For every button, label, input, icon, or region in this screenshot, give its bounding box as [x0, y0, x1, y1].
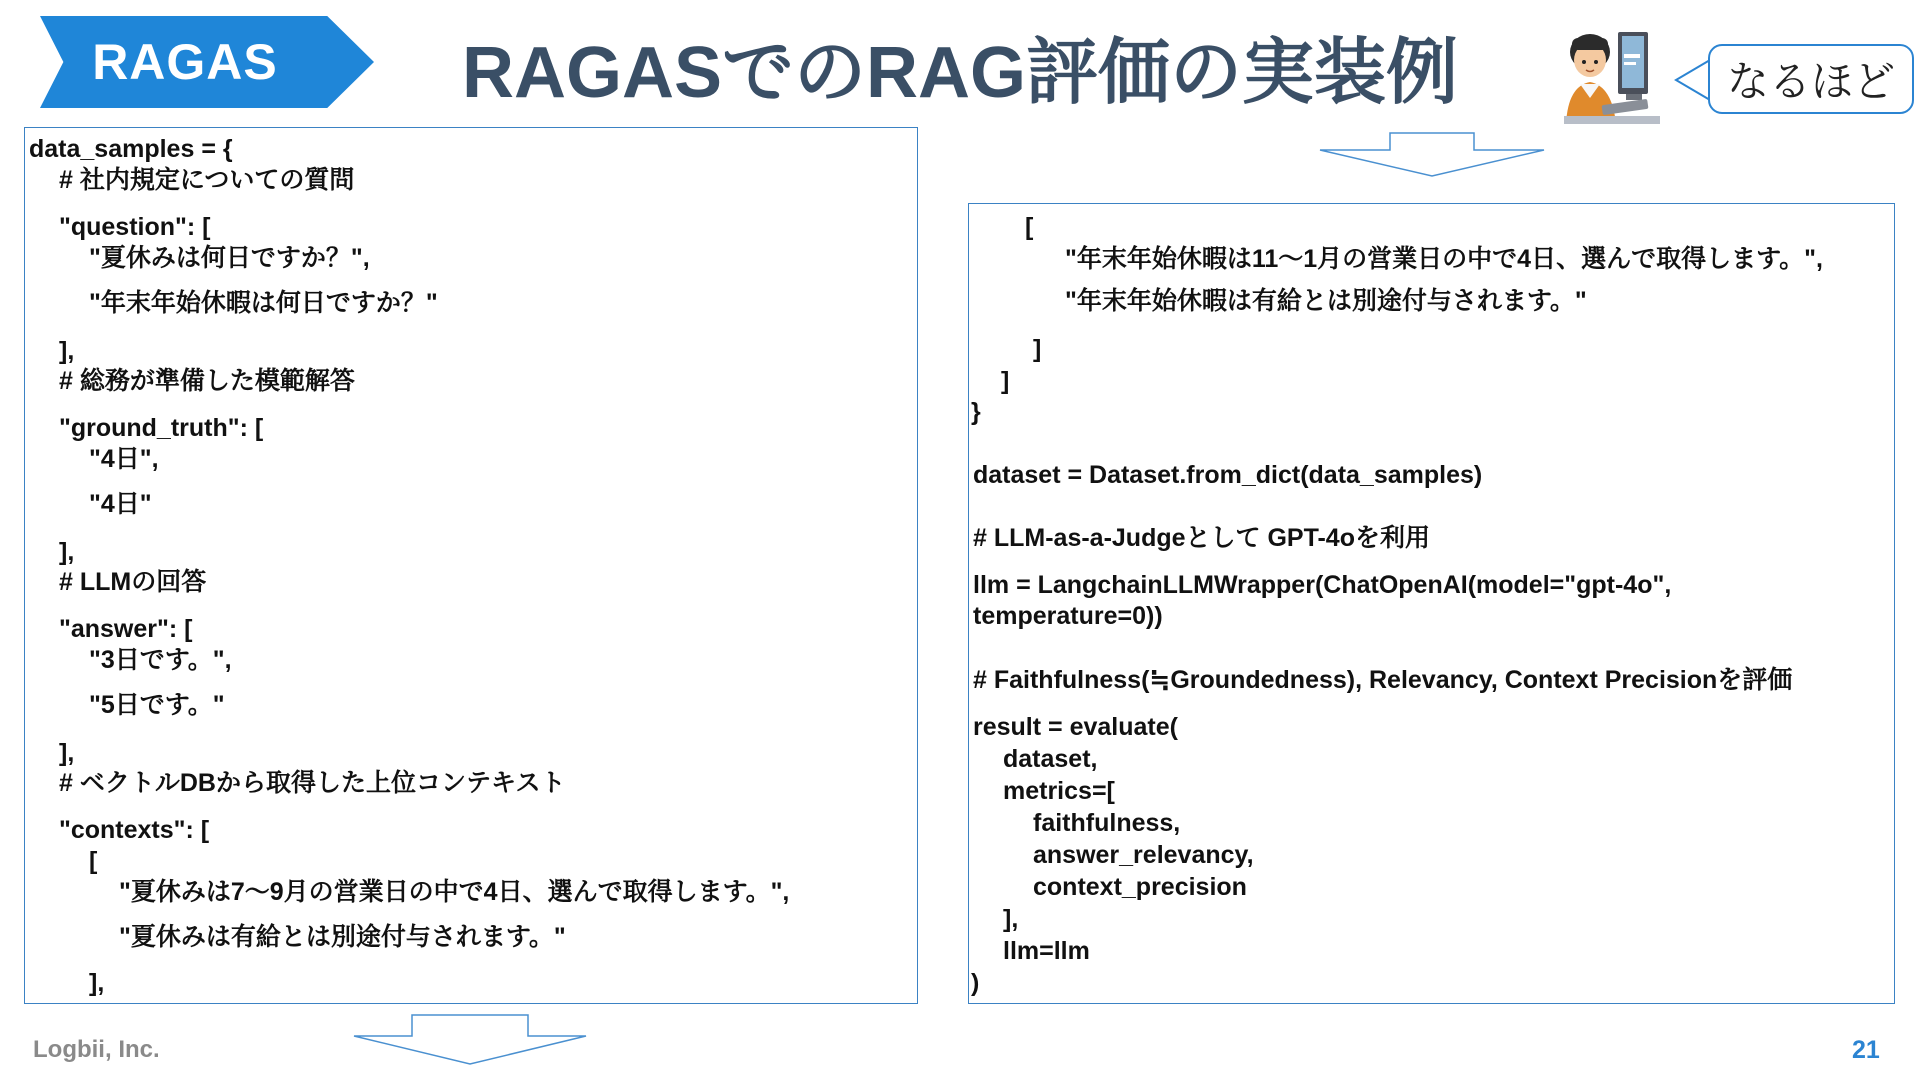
code-comment: # Faithfulness(≒Groundedness), Relevancy, Context Precisionを評価	[973, 666, 1793, 694]
code-comment: # LLM-as-a-Judgeとして GPT-4oを利用	[973, 524, 1430, 552]
code-line: "question": [	[59, 213, 211, 241]
code-line: metrics=[	[1003, 777, 1115, 805]
code-line: ]	[1001, 367, 1010, 395]
code-line: "夏休みは7〜9月の営業日の中で4日、選んで取得します。",	[119, 878, 790, 906]
continuation-arrow-bottom	[352, 1014, 588, 1066]
code-line: "4日",	[89, 445, 159, 473]
code-line: "contexts": [	[59, 816, 210, 844]
code-line: ],	[59, 337, 75, 365]
continuation-arrow-top	[1318, 132, 1546, 178]
code-comment: # 総務が準備した模範解答	[59, 367, 355, 395]
code-comment: # ベクトルDBから取得した上位コンテキスト	[59, 769, 566, 797]
code-line: ],	[1003, 905, 1019, 933]
code-line: )	[971, 969, 980, 997]
code-line: "年末年始休暇は何日ですか？"	[89, 289, 438, 317]
code-line: "夏休みは有給とは別途付与されます。"	[119, 923, 566, 951]
code-line: ]	[1033, 335, 1042, 363]
code-comment: # LLMの回答	[59, 568, 207, 596]
code-line: [	[1025, 213, 1034, 241]
code-line: faithfulness,	[1033, 809, 1181, 837]
code-line: "年末年始休暇は11〜1月の営業日の中で4日、選んで取得します。",	[1065, 245, 1823, 273]
code-line: "ground_truth": [	[59, 414, 264, 442]
code-comment: # 社内規定についての質問	[59, 166, 355, 194]
code-line: "answer": [	[59, 615, 193, 643]
page-title: RAGASでのRAG評価の実装例	[462, 33, 1459, 113]
page-number: 21	[1852, 1036, 1880, 1064]
section-badge-label: RAGAS	[92, 34, 278, 90]
code-line: temperature=0))	[973, 602, 1163, 630]
code-line: ],	[59, 739, 75, 767]
code-line: answer_relevancy,	[1033, 841, 1254, 869]
code-line: "5日です。"	[89, 691, 225, 719]
code-line: ],	[89, 969, 105, 997]
code-line: "3日です。",	[89, 646, 232, 674]
company-name: Logbii, Inc.	[33, 1036, 160, 1063]
code-line: "4日"	[89, 490, 152, 518]
code-line: dataset,	[1003, 745, 1098, 773]
code-line: result = evaluate(	[973, 713, 1178, 741]
person-at-computer-illustration	[1556, 24, 1668, 130]
code-line: llm = LangchainLLMWrapper(ChatOpenAI(model="gpt-4o",	[973, 571, 1672, 599]
code-panel-right	[968, 203, 1895, 1004]
code-line: ],	[59, 538, 75, 566]
code-line: dataset = Dataset.from_dict(data_samples)	[973, 461, 1483, 489]
code-line: "年末年始休暇は有給とは別途付与されます。"	[1065, 287, 1587, 315]
code-line: llm=llm	[1003, 937, 1090, 965]
code-panel-left	[24, 127, 918, 1004]
code-line: }	[971, 398, 981, 426]
code-line: [	[89, 847, 98, 875]
code-line: context_precision	[1033, 873, 1247, 901]
speech-bubble: なるほど	[1708, 44, 1914, 114]
code-line: "夏休みは何日ですか？",	[89, 244, 370, 272]
code-line: data_samples = {	[29, 135, 233, 163]
